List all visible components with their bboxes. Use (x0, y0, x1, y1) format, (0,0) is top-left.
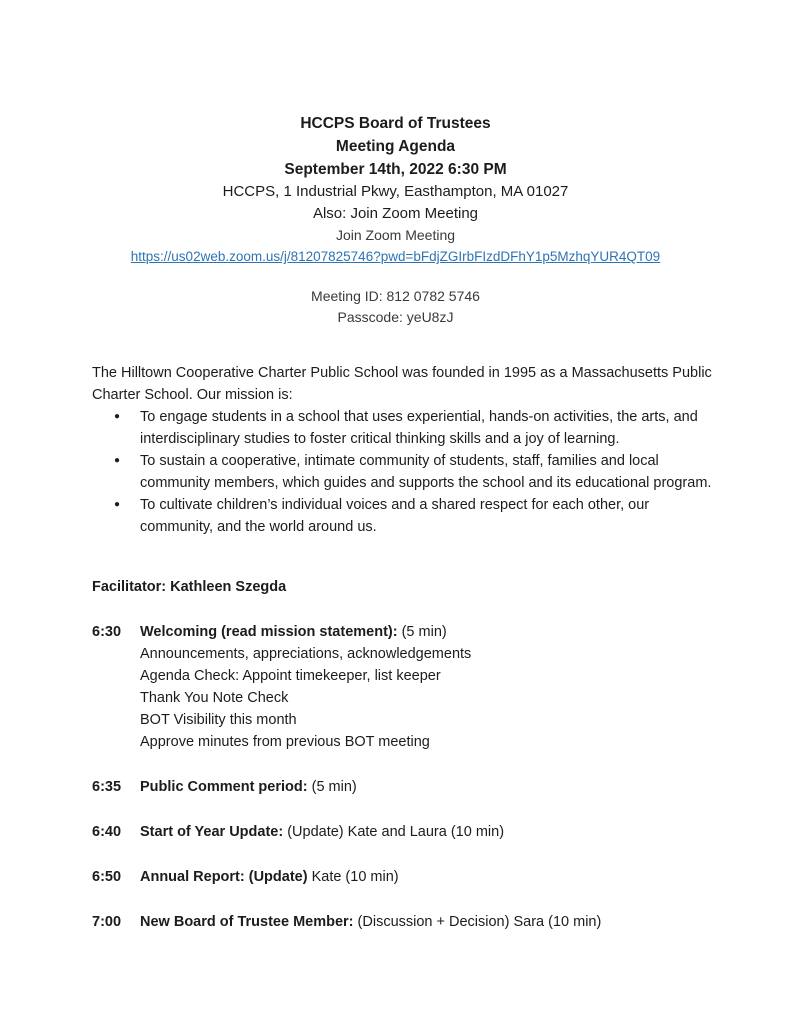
agenda-subitem: Announcements, appreciations, acknowledgements (140, 646, 472, 662)
agenda-detail: (Discussion + Decision) Sara (10 min) (357, 914, 602, 930)
mission-bullet-text: To engage students in a school that uses experiential, hands-on activities, the arts, and interdisciplinary studies to foster critical thinking skills and a joy of learning. (140, 409, 698, 447)
meeting-location: HCCPS, 1 Industrial Pkwy, Easthampton, MA 01027 (222, 183, 569, 200)
page-subtitle: Meeting Agenda (335, 138, 456, 155)
agenda-time: 6:50 (92, 869, 122, 885)
meeting-passcode: Passcode: yeU8zJ (337, 309, 454, 325)
zoom-meeting-link[interactable]: https://us02web.zoom.us/j/81207825746?pwd=bFdjZGIrbFIzdDFhY1p5MzhqYUR4QT09 (130, 249, 661, 264)
mission-bullet-item (92, 450, 714, 494)
mission-bullet-item (92, 494, 714, 538)
agenda-subitem: BOT Visibility this month (140, 712, 297, 728)
agenda-title: Welcoming (read mission statement): (140, 624, 398, 640)
agenda-detail: (5 min) (311, 779, 357, 795)
agenda-title: Annual Report: (Update) (140, 869, 308, 885)
agenda-item-630 (92, 621, 717, 643)
agenda-time: 6:30 (92, 624, 122, 640)
agenda-subitem: Agenda Check: Appoint timekeeper, list keeper (140, 668, 441, 684)
page-title: HCCPS Board of Trustees (300, 115, 491, 132)
mission-bullet-item (92, 406, 714, 450)
agenda-detail: (Update) Kate and Laura (10 min) (287, 824, 505, 840)
agenda-subitem: Approve minutes from previous BOT meeting (140, 734, 430, 750)
agenda-subitem: Thank You Note Check (140, 690, 289, 706)
agenda-detail: (5 min) (401, 624, 447, 640)
also-join-line: Also: Join Zoom Meeting (312, 205, 479, 222)
facilitator-line: Facilitator: Kathleen Szegda (92, 579, 287, 595)
mission-bullet-text: To sustain a cooperative, intimate community of students, staff, families and local community members, which guides and supports the school and its educational program. (140, 453, 712, 491)
agenda-time: 7:00 (92, 914, 122, 930)
bullet-icon: ● (114, 411, 121, 422)
mission-intro: The Hilltown Cooperative Charter Public School was founded in 1995 as a Massachusetts Public Charter School. Our mission is: (92, 365, 712, 403)
document-header (74, 112, 717, 328)
join-zoom-label: Join Zoom Meeting (335, 227, 456, 243)
agenda-item-640 (92, 821, 717, 843)
meeting-id: Meeting ID: 812 0782 5746 (311, 288, 480, 304)
agenda-time: 6:35 (92, 779, 122, 795)
agenda-item-700 (92, 911, 717, 933)
mission-bullet-list (92, 406, 714, 538)
bullet-icon: ● (114, 455, 121, 466)
mission-bullet-text: To cultivate children’s individual voices and a shared respect for each other, our community, and the world around us. (140, 497, 650, 535)
mission-section (92, 362, 714, 538)
bullet-icon: ● (114, 499, 121, 510)
agenda-title: Public Comment period: (140, 779, 308, 795)
meeting-datetime: September 14th, 2022 6:30 PM (284, 161, 507, 178)
agenda-time: 6:40 (92, 824, 122, 840)
agenda-title: New Board of Trustee Member: (140, 914, 354, 930)
agenda-title: Start of Year Update: (140, 824, 284, 840)
agenda-detail: Kate (10 min) (311, 869, 399, 885)
agenda-item-650 (92, 866, 717, 888)
agenda-subitem-list (140, 643, 717, 753)
agenda-item-635 (92, 776, 717, 798)
